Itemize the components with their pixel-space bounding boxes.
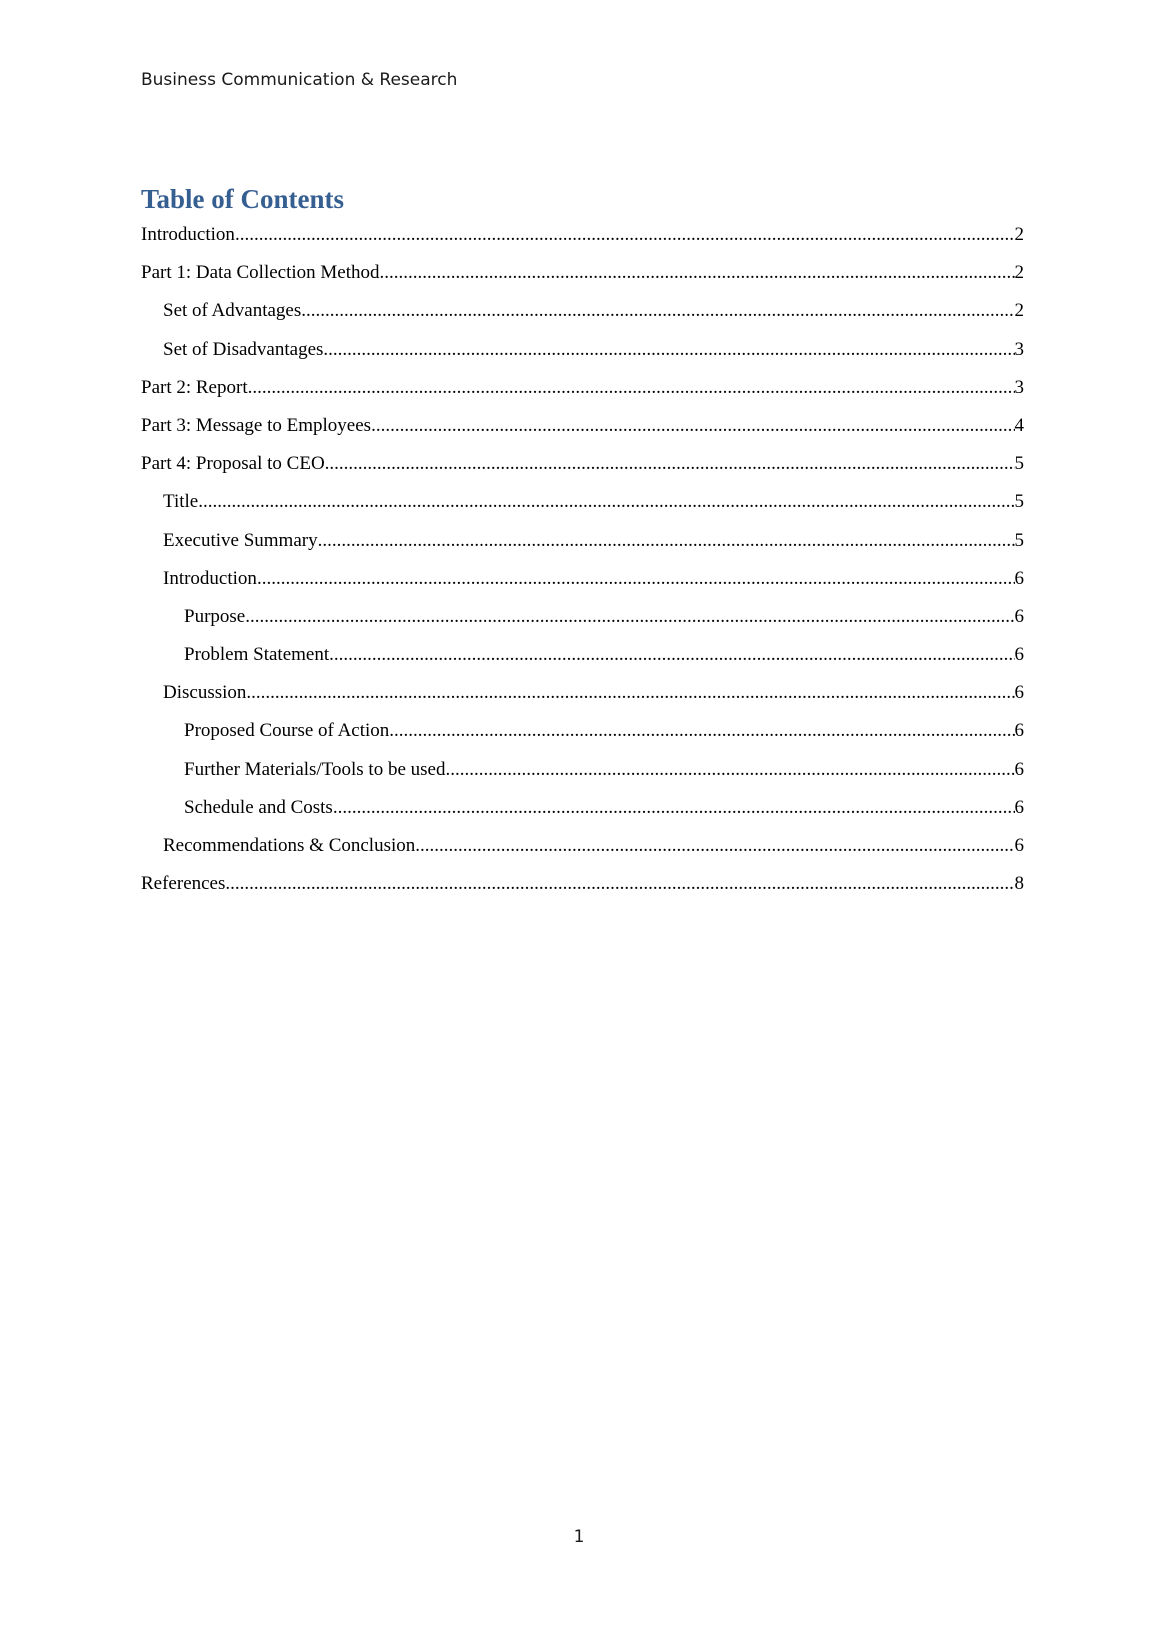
toc-entry-page: 8 — [1014, 873, 1024, 895]
toc-dot-leader — [225, 873, 1014, 895]
toc-entry-page: 2 — [1014, 224, 1024, 245]
toc-entry[interactable] — [141, 262, 1024, 300]
toc-entry-page: 3 — [1014, 338, 1024, 360]
toc-entry-page: 6 — [1014, 567, 1024, 589]
toc-dot-leader — [325, 453, 1015, 475]
toc-entry-label: Introduction — [141, 224, 235, 245]
toc-dot-leader — [333, 797, 1015, 819]
toc-entry[interactable] — [141, 415, 1024, 453]
toc-entry-label: Executive Summary — [163, 529, 318, 551]
toc-title: Table of Contents — [141, 184, 345, 214]
toc-dot-leader — [198, 491, 1014, 513]
toc-entry[interactable] — [141, 530, 1024, 568]
toc-entry[interactable] — [141, 797, 1024, 835]
toc-entry-label: Set of Disadvantages — [163, 338, 324, 360]
toc-entry-label: Part 3: Message to Employees — [141, 414, 372, 436]
toc-entry-page: 3 — [1014, 376, 1024, 398]
toc-entry-label: Part 2: Report — [141, 376, 248, 398]
toc-dot-leader — [235, 224, 1015, 246]
running-header: Business Communication & Research — [141, 70, 458, 90]
toc-dot-leader — [257, 568, 1015, 590]
toc-entry-label: Problem Statement — [184, 644, 330, 666]
toc-entry[interactable] — [141, 377, 1024, 415]
toc-entry-label: References — [141, 873, 226, 895]
toc-entry[interactable] — [141, 568, 1024, 606]
toc-dot-leader — [245, 606, 1014, 628]
toc-entry-page: 2 — [1014, 262, 1024, 284]
toc-entry-label: Title — [163, 491, 199, 513]
toc-entry-label: Further Materials/Tools to be used — [184, 758, 446, 780]
toc-dot-leader — [380, 262, 1015, 284]
toc-dot-leader — [301, 300, 1014, 322]
toc-entry[interactable] — [141, 720, 1024, 758]
toc-dot-leader — [248, 377, 1015, 399]
toc-entry[interactable] — [141, 644, 1024, 682]
toc-entry[interactable] — [141, 300, 1024, 338]
toc-entry[interactable] — [141, 606, 1024, 644]
toc-dot-leader — [329, 644, 1014, 666]
toc-dot-leader — [445, 759, 1014, 781]
toc-dot-leader — [318, 530, 1015, 552]
page-number: 1 — [573, 1527, 585, 1547]
toc-dot-leader — [371, 415, 1014, 437]
toc-dot-leader — [323, 339, 1014, 361]
toc-entry[interactable] — [141, 682, 1024, 720]
toc-entry[interactable] — [141, 339, 1024, 377]
toc-entry-label: Set of Advantages — [163, 300, 302, 322]
toc-entry-page: 4 — [1014, 414, 1024, 436]
toc-entry[interactable] — [141, 224, 1024, 262]
toc-entry-page: 6 — [1014, 720, 1024, 742]
toc-entry-label: Part 1: Data Collection Method — [141, 262, 380, 284]
toc-dot-leader — [246, 682, 1014, 704]
toc-entry-label: Purpose — [184, 605, 246, 627]
toc-entry-label: Part 4: Proposal to CEO — [141, 453, 325, 475]
toc-entry[interactable] — [141, 759, 1024, 797]
toc-entry[interactable] — [141, 453, 1024, 491]
toc-entry-page: 6 — [1014, 605, 1024, 627]
toc-dot-leader — [415, 835, 1014, 857]
toc-entry-page: 6 — [1014, 644, 1024, 666]
toc-entry[interactable] — [141, 491, 1024, 529]
toc-entry[interactable] — [141, 873, 1024, 911]
toc-entry-page: 6 — [1014, 682, 1024, 704]
toc-entry-page: 6 — [1014, 796, 1024, 818]
toc-dot-leader — [389, 720, 1014, 742]
toc-entry-label: Schedule and Costs — [184, 796, 333, 818]
table-of-contents — [141, 224, 1024, 911]
toc-entry-label: Proposed Course of Action — [184, 720, 390, 742]
toc-entry[interactable] — [141, 835, 1024, 873]
toc-entry-page: 5 — [1014, 491, 1024, 513]
toc-entry-label: Recommendations & Conclusion — [163, 835, 416, 856]
toc-entry-label: Discussion — [163, 682, 247, 704]
toc-entry-page: 5 — [1014, 453, 1024, 475]
toc-entry-page: 6 — [1014, 758, 1024, 780]
toc-entry-page: 6 — [1014, 835, 1024, 856]
toc-entry-page: 5 — [1014, 529, 1024, 551]
toc-entry-label: Introduction — [163, 567, 257, 589]
toc-entry-page: 2 — [1014, 300, 1024, 322]
